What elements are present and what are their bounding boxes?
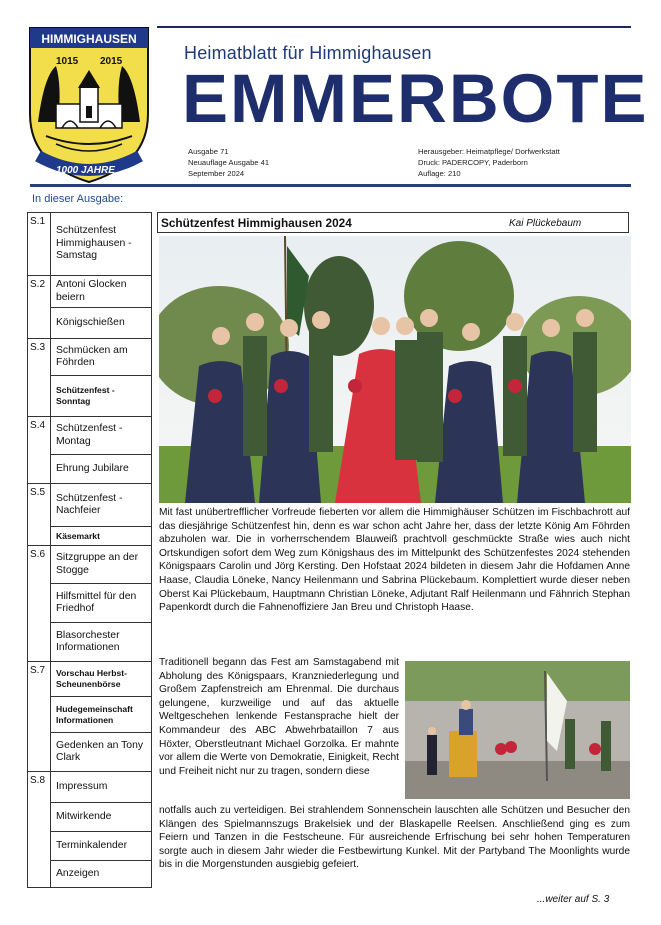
toc-section-6: S.6 bbox=[28, 546, 51, 662]
article-paragraph-2: Traditionell begann das Fest am Samstagabend mit Abholung des Königspaars, Kranzniederlegung und Großem Zapfenstreich am Ehrenmal. Die durchaus gelungene, kurzweilige und auf das aktuelle Weltgeschehen lenkende Festansprache hielt der Kommandeur des ABC Abwehrbataillon 7 aus Höxter, Oberstleutnant Michael Gorzolka. Er mahnte vor allem die Werte von Demokratie, Einigkeit, Recht und Freiheit nicht nur zu tragen, sondern diese bbox=[159, 657, 399, 777]
toc-item[interactable]: Käsemarkt bbox=[51, 527, 152, 546]
circulation: Auflage: 210 bbox=[418, 169, 461, 178]
toc-item[interactable]: Hudegemeinschaft Informationen bbox=[51, 697, 152, 733]
toc-item[interactable]: Mitwirkende bbox=[51, 803, 152, 832]
issue-date: September 2024 bbox=[188, 169, 245, 178]
toc-heading: In dieser Ausgabe: bbox=[32, 193, 124, 205]
toc-item[interactable]: Impressum bbox=[51, 772, 152, 803]
publisher-info bbox=[418, 146, 560, 179]
toc-item[interactable]: Terminkalender bbox=[51, 832, 152, 861]
article-paragraph-3: notfalls auch zu verteidigen. Bei strahlendem Sonnenschein lauschten alle Schützen und Besucher den Klängen des Spielmannszugs Brakelsiek und der Blaskapelle Reelsen. Anschließend ging es zum Feiern und Tanzen in die Festscheune. Für ausreichende Erfrischung bei sehr hohen Temperaturen sorgte auch in diesem Jahr wieder die Festbewirtung Kunkel. Mit der Partyband The Moonlights wurde bis in die Morgenstunden ausgiebig gefeiert. bbox=[159, 805, 630, 871]
toc-item[interactable]: Sitzgruppe an der Stogge bbox=[51, 546, 152, 584]
toc-item[interactable]: Schützenfest Himmighausen - Samstag bbox=[51, 213, 152, 276]
header-divider bbox=[30, 184, 631, 187]
article-paragraph-1: Mit fast unübertrefflicher Vorfreude fieberten vor allem die Himmighäuser Schützen im Fischbachrott auf das diesjährige Schützenfest hin, denn es war schon acht Jahre her, dass der letzte König Am Föhrden abzuholen war. Die in vorherrschendem Blauweiß prachtvoll geschmückte Straße wies auch nicht Ortskundigen sofort dem Weg zum Königshaus des im Mittelpunkt des Schützenfestes 2024 stehenden Königspaars Carolin und Jörg Kersting. Den Hofstaat 2024 bildeten in diesem Jahr die Hofdamen Anne Haase, Claudia Löneke, Nancy Heilenmann und Sabrina Plückebaum. Komplettiert wurde dieser neben Oberst Kai Plückebaum, Hauptmann Christian Löneke, Adjutant Ralf Heilenmann und Fähnrich Stephan Papenkordt durch die Fahnenoffiziere Jan Breu und Christoph Haase. bbox=[159, 507, 630, 614]
toc-section-7: S.7 bbox=[28, 662, 51, 772]
toc-item[interactable]: Ehrung Jubilare bbox=[51, 455, 152, 484]
toc-section-8: S.8 bbox=[28, 772, 51, 888]
toc-item[interactable]: Schmücken am Föhrden bbox=[51, 339, 152, 376]
toc-item[interactable]: Gedenken an Tony Clark bbox=[51, 733, 152, 772]
table-of-contents bbox=[27, 212, 152, 888]
crest-year-right: 2015 bbox=[100, 56, 123, 67]
toc-section-4: S.4 bbox=[28, 417, 51, 484]
toc-item[interactable]: Schützenfest - Nachfeier bbox=[51, 484, 152, 527]
reissue-number: Neuauflage Ausgabe 41 bbox=[188, 158, 270, 167]
newsletter-title: EMMERBOTE bbox=[182, 60, 649, 137]
toc-item[interactable]: Anzeigen bbox=[51, 861, 152, 888]
toc-section-2: S.2 bbox=[28, 276, 51, 339]
toc-item[interactable]: Königschießen bbox=[51, 308, 152, 339]
newsletter-subtitle: Heimatblatt für Himmighausen bbox=[184, 43, 432, 63]
continued-note: ...weiter auf S. 3 bbox=[537, 894, 610, 905]
toc-section-5: S.5 bbox=[28, 484, 51, 546]
toc-item[interactable]: Antoni Glocken beiern bbox=[51, 276, 152, 308]
article-author: Kai Plückebaum bbox=[509, 218, 582, 229]
toc-item[interactable]: Blasorchester Informationen bbox=[51, 623, 152, 662]
toc-section-1: S.1 bbox=[28, 213, 51, 276]
speech-photo bbox=[405, 661, 630, 799]
village-crest-logo bbox=[26, 26, 152, 184]
top-rule bbox=[157, 26, 631, 28]
svg-text:HIMMIGHAUSEN: HIMMIGHAUSEN bbox=[41, 32, 137, 46]
article-title: Schützenfest Himmighausen 2024 bbox=[161, 216, 352, 230]
toc-section-3: S.3 bbox=[28, 339, 51, 417]
crest-year-left: 1015 bbox=[56, 56, 79, 67]
toc-item[interactable]: Vorschau Herbst-Scheunenbörse bbox=[51, 662, 152, 697]
printer: Druck: PADERCOPY, Paderborn bbox=[418, 158, 528, 167]
toc-item[interactable]: Hilfsmittel für den Friedhof bbox=[51, 584, 152, 623]
issue-number: Ausgabe 71 bbox=[188, 147, 229, 156]
group-photo-royal-court bbox=[159, 236, 631, 503]
crest-jubilee: 1000 JAHRE bbox=[56, 165, 115, 176]
toc-item[interactable]: Schützenfest - Montag bbox=[51, 417, 152, 455]
issue-info bbox=[188, 146, 269, 179]
publisher: Herausgeber: Heimatpflege/ Dorfwerkstatt bbox=[418, 147, 560, 156]
toc-item[interactable]: Schützenfest - Sonntag bbox=[51, 376, 152, 417]
